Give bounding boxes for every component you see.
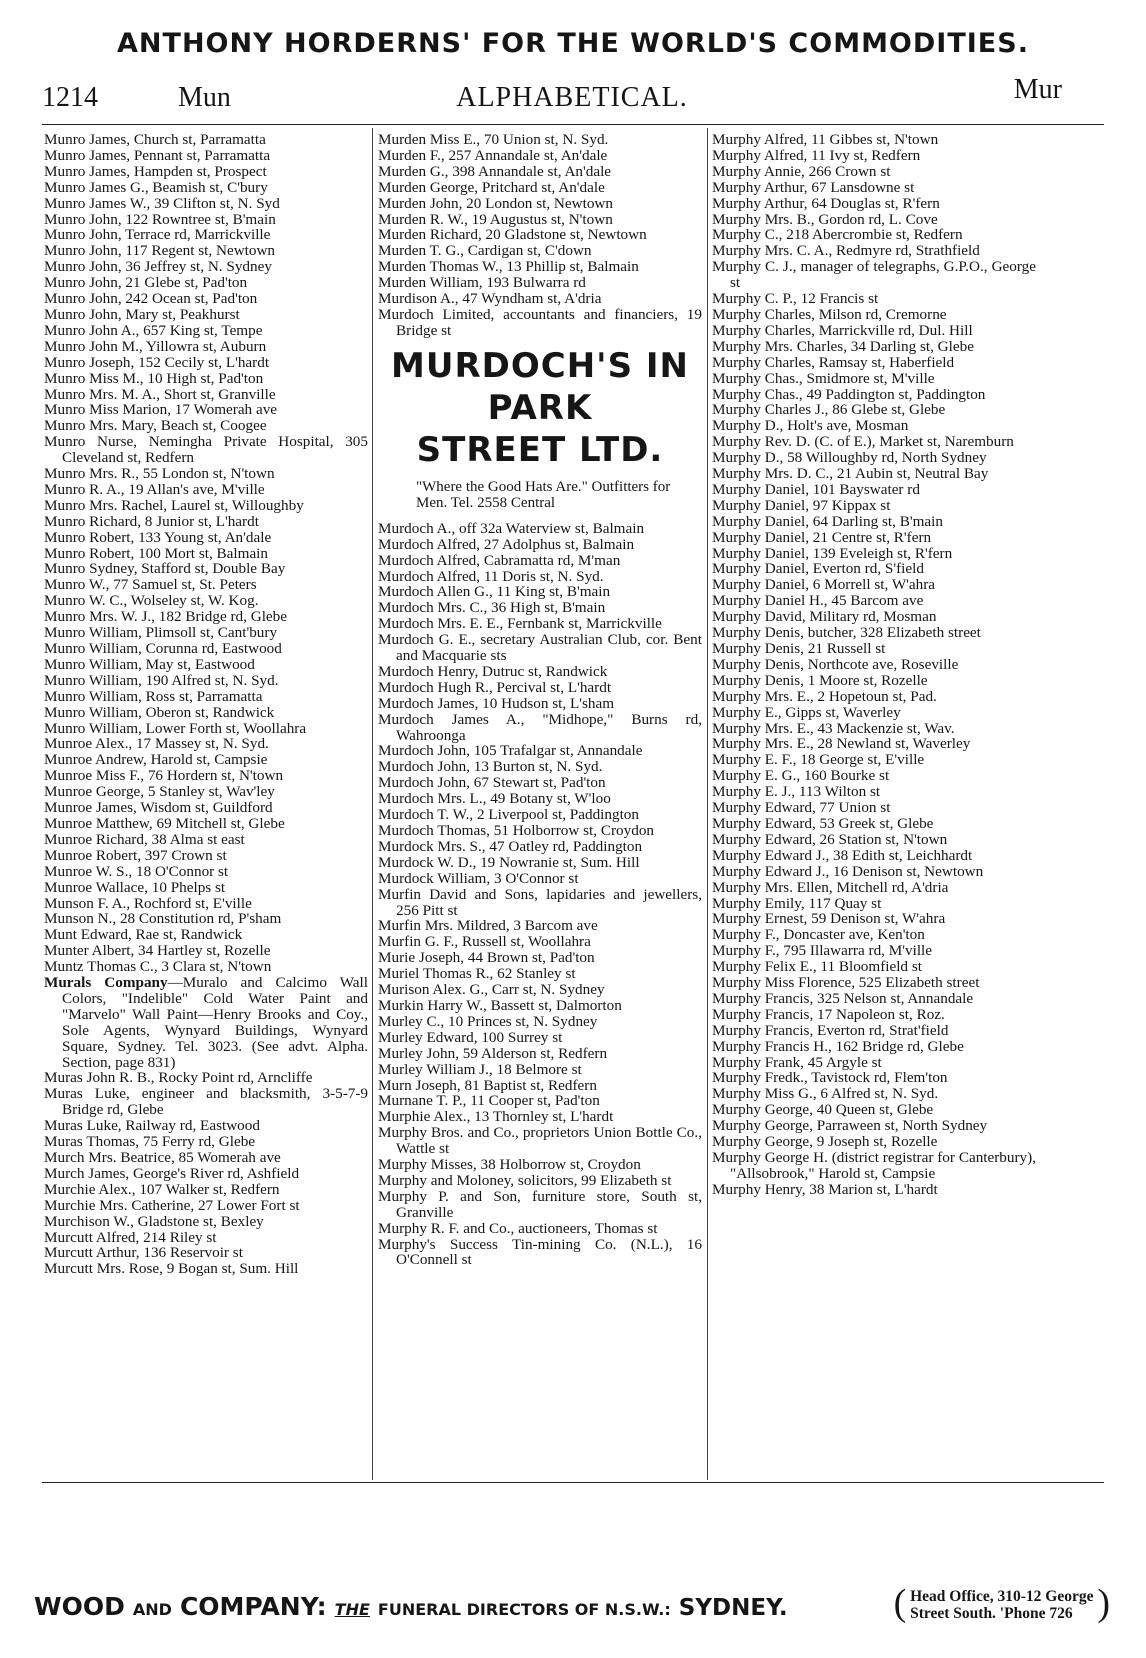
footer-slogan (34, 1592, 788, 1621)
directory-entry: Murdoch G. E., secretary Australian Club, cor. Bent and Macquarie sts (378, 631, 702, 665)
directory-entry: Murphy Mrs. Ellen, Mitchell rd, A'dria (712, 878, 949, 896)
directory-entry: Munro Mrs. R., 55 London st, N'town (44, 465, 275, 483)
directory-entry: Munro William, Lower Forth st, Woollahra (44, 719, 307, 737)
directory-entry: Murden R. W., 19 Augustus st, N'town (378, 210, 613, 228)
directory-entry: Murphy Frank, 45 Argyle st (712, 1053, 882, 1071)
directory-entry: Murdoch John, 67 Stewart st, Pad'ton (378, 774, 606, 792)
directory-entry: Munro John, 117 Regent st, Newtown (44, 242, 276, 260)
header-rule (42, 124, 1104, 125)
directory-entry: Murley John, 59 Alderson st, Redfern (378, 1044, 608, 1062)
directory-entry: Murphy Felix E., 11 Bloomfield st (712, 958, 922, 976)
directory-entry: Murphy Edward, 53 Greek st, Glebe (712, 814, 934, 832)
left-guide-word: Mun (178, 82, 231, 113)
directory-entry: Munro William, Ross st, Parramatta (44, 687, 263, 705)
directory-entry: Murals Company—Muralo and Calcimo Wall Colors, "Indelible" Cold Water Paint and "Marvelo" Wall Paint—Henry Brooks and Coy., Sole Agents, Wynyard Buildings, Wynyard Square, Sydney. Tel. 3023. (See advt. Alpha. Section, page 831) (44, 974, 368, 1071)
directory-entry: Munro William, Corunna rd, Eastwood (44, 640, 282, 657)
directory-entry: Murphy Francis, Everton rd, Strat'field (712, 1021, 949, 1039)
directory-entry: Murphy F., 795 Illawarra rd, M'ville (712, 942, 933, 960)
directory-entry: Murphy and Moloney, solicitors, 99 Elizabeth st (378, 1171, 672, 1189)
directory-entry: Murphy George, 9 Joseph st, Rozelle (712, 1133, 938, 1151)
office-line-2: Street South. 'Phone 726 (910, 1605, 1073, 1622)
directory-entry: Munro John M., Yillowra st, Auburn (44, 337, 267, 355)
directory-entry: Munro Mrs. Mary, Beach st, Coogee (44, 417, 267, 435)
directory-entry: Munson F. A., Rochford st, E'ville (44, 894, 252, 912)
directory-entry: Murdock W. D., 19 Nowranie st, Sum. Hill (378, 853, 640, 871)
directory-entry: Murch James, George's River rd, Ashfield (44, 1164, 300, 1182)
directory-entry: Munt Edward, Rae st, Randwick (44, 926, 243, 944)
directory-entry: Munson N., 28 Constitution rd, P'sham (44, 910, 282, 928)
directory-entry: Murphy George, 40 Queen st, Glebe (712, 1101, 934, 1119)
page-number: 1214 (42, 82, 98, 113)
directory-entry: Murphy's Success Tin-mining Co. (N.L.), 16 O'Connell st (378, 1235, 702, 1269)
directory-entry: Murphy Mrs. B., Gordon rd, L. Cove (712, 210, 938, 228)
murdoch-advertisement (378, 345, 702, 517)
directory-entry: Munro John, 122 Rowntree st, B'main (44, 210, 276, 228)
directory-entry: Murphy George H. (district registrar for Canterbury), "Allsobrook," Harold st, Campsie (712, 1149, 1036, 1182)
directory-entry: Murden T. G., Cardigan st, C'down (378, 242, 592, 260)
directory-entry: Murphy Mrs. E., 43 Mackenzie st, Wav. (712, 719, 955, 737)
directory-entry: Murphy Charles J., 86 Glebe st, Glebe (712, 401, 946, 419)
directory-entry: Murie Joseph, 44 Brown st, Pad'ton (378, 949, 595, 967)
directory-entry: Murphy E. J., 113 Wilton st (712, 783, 881, 801)
directory-column-2 (378, 132, 702, 1480)
directory-entry: Munroe Andrew, Harold st, Campsie (44, 751, 268, 769)
directory-entry: Murphy Fredk., Tavistock rd, Flem'ton (712, 1069, 948, 1087)
directory-entry: Muras Thomas, 75 Ferry rd, Glebe (44, 1133, 256, 1151)
directory-entry: Murphy C. P., 12 Francis st (712, 290, 879, 308)
directory-entry: Muras John R. B., Rocky Point rd, Arncliffe (44, 1069, 313, 1087)
directory-entry: Munro John, Mary st, Peakhurst (44, 305, 240, 323)
directory-entry: Murphy Francis H., 162 Bridge rd, Glebe (712, 1037, 964, 1055)
directory-entry: Murphy Arthur, 67 Lansdowne st (712, 178, 915, 196)
close-bracket-glyph: ) (1097, 1582, 1110, 1624)
directory-entry: Murchie Mrs. Catherine, 27 Lower Fort st (44, 1196, 300, 1214)
directory-entry: Munroe Miss F., 76 Hordern st, N'town (44, 767, 284, 785)
directory-entry: Murphy Emily, 117 Quay st (712, 894, 882, 912)
directory-entry: Munro Sydney, Stafford st, Double Bay (44, 560, 286, 578)
directory-entry: Murphy Henry, 38 Marion st, L'hardt (712, 1180, 938, 1198)
entries-before-ad (378, 132, 702, 339)
directory-entry: Munro Miss M., 10 High st, Pad'ton (44, 369, 264, 387)
directory-entry: Murden G., 398 Annandale st, An'dale (378, 162, 612, 180)
directory-entry: Murphy Alfred, 11 Gibbes st, N'town (712, 132, 939, 148)
directory-entry: Murdock Mrs. S., 47 Oatley rd, Paddington (378, 837, 643, 855)
bold-firm-name: Murals Company (44, 974, 168, 992)
directory-entry: Murphy Bros. and Co., proprietors Union Bottle Co., Wattle st (378, 1124, 702, 1158)
ad-title-line-1: MURDOCH'S IN PARK (391, 345, 689, 428)
directory-entry: Munroe James, Wisdom st, Guildford (44, 799, 273, 817)
directory-entry: Murphy P. and Son, furniture store, South st, Granville (378, 1187, 702, 1221)
directory-entry: Munroe Robert, 397 Crown st (44, 846, 227, 864)
directory-entry: Murphy Daniel, Everton rd, S'field (712, 560, 924, 578)
directory-entry: Munro James W., 39 Clifton st, N. Syd (44, 194, 280, 212)
directory-entry: Murfin Mrs. Mildred, 3 Barcom ave (378, 917, 598, 935)
directory-entry: Munro W. C., Wolseley st, W. Kog. (44, 592, 259, 610)
entries-after-ad (378, 521, 702, 1269)
directory-entry: Murdoch Hugh R., Percival st, L'hardt (378, 678, 612, 696)
directory-entry: Murchison W., Gladstone st, Bexley (44, 1212, 264, 1230)
directory-entry: Murden John, 20 London st, Newtown (378, 194, 613, 212)
directory-entry: Murphy E. F., 18 George st, E'ville (712, 751, 925, 769)
directory-entry: Munro James, Pennant st, Parramatta (44, 146, 271, 164)
directory-entry: Murley C., 10 Princes st, N. Sydney (378, 1012, 598, 1030)
directory-entry: Munro James, Church st, Parramatta (44, 132, 266, 148)
directory-entry: Murphy Francis, 325 Nelson st, Annandale (712, 989, 974, 1007)
directory-entry: Murphy Miss Florence, 525 Elizabeth street (712, 974, 980, 992)
directory-entry: Munro William, Oberon st, Randwick (44, 703, 275, 721)
directory-entry: Murdoch Henry, Dutruc st, Randwick (378, 662, 608, 680)
directory-entry: Murphy Edward, 26 Station st, N'town (712, 830, 948, 848)
directory-entry: Murdoch John, 105 Trafalgar st, Annandale (378, 742, 643, 760)
directory-entry: Munro John, 36 Jeffrey st, N. Sydney (44, 258, 272, 276)
directory-entry: Murley William J., 18 Belmore st (378, 1060, 582, 1078)
directory-entry: Murphy Daniel H., 45 Barcom ave (712, 592, 924, 610)
directory-column-3 (712, 132, 1036, 1480)
directory-entry: Murphy Daniel, 97 Kippax st (712, 496, 891, 514)
directory-entry: Muras Luke, engineer and blacksmith, 3-5-7-9 Bridge rd, Glebe (44, 1085, 368, 1119)
directory-entry: Murphy R. F. and Co., auctioneers, Thomas st (378, 1219, 658, 1237)
directory-entry: Murkin Harry W., Bassett st, Dalmorton (378, 996, 622, 1014)
directory-entry: Munter Albert, 34 Hartley st, Rozelle (44, 942, 271, 960)
directory-entry: Murphy Chas., 49 Paddington st, Paddington (712, 385, 986, 403)
footer-and: AND (132, 1600, 172, 1619)
directory-entry: Murphy Miss G., 6 Alfred st, N. Syd. (712, 1085, 939, 1103)
directory-entry: Murphy Rev. D. (C. of E.), Market st, Naremburn (712, 433, 1014, 451)
directory-entry: Murdoch T. W., 2 Liverpool st, Paddington (378, 806, 639, 824)
directory-entry: Murnane T. P., 11 Cooper st, Pad'ton (378, 1092, 600, 1110)
directory-entry: Murphy Daniel, 6 Morrell st, W'ahra (712, 576, 936, 594)
directory-entry: Murdoch Allen G., 11 King st, B'main (378, 583, 611, 601)
directory-entry: Munroe Richard, 38 Alma st east (44, 830, 245, 848)
footer-rule (42, 1482, 1104, 1483)
directory-entry: Murphy Edward, 77 Union st (712, 799, 891, 817)
directory-entry: Murcutt Arthur, 136 Reservoir st (44, 1244, 243, 1262)
directory-entry: Murdison A., 47 Wyndham st, A'dria (378, 290, 602, 308)
directory-entry: Murphy Arthur, 64 Douglas st, R'fern (712, 194, 940, 212)
directory-entry: Munroe Matthew, 69 Mitchell st, Glebe (44, 814, 285, 832)
directory-entry: Munro Nurse, Nemingha Private Hospital, 305 Cleveland st, Redfern (44, 433, 368, 467)
ad-title-line-2: STREET LTD. (416, 429, 664, 470)
directory-entry: Munro R. A., 19 Allan's ave, M'ville (44, 480, 265, 498)
directory-entry: Munro James, Hampden st, Prospect (44, 162, 267, 180)
directory-entry: Murphy D., Holt's ave, Mosman (712, 417, 909, 435)
footer-company: COMPANY: (179, 1592, 327, 1621)
directory-entry: Murfin David and Sons, lapidaries and jewellers, 256 Pitt st (378, 885, 702, 919)
directory-entry: Murch Mrs. Beatrice, 85 Womerah ave (44, 1149, 281, 1166)
directory-entry: Murcutt Mrs. Rose, 9 Bogan st, Sum. Hill (44, 1260, 299, 1278)
directory-entry: Murphy Francis, 17 Napoleon st, Roz. (712, 1005, 945, 1023)
directory-entry: Munro W., 77 Samuel st, St. Peters (44, 576, 257, 594)
directory-entry: Murphy Charles, Milson rd, Cremorne (712, 305, 947, 323)
directory-entry: Murphy Mrs. E., 28 Newland st, Waverley (712, 735, 971, 753)
directory-entry: Murdoch Limited, accountants and financiers, 19 Bridge st (378, 305, 702, 339)
directory-entry: Munro William, May st, Eastwood (44, 655, 255, 673)
directory-entry: Muriel Thomas R., 62 Stanley st (378, 965, 576, 983)
directory-entry: Munro John, 21 Glebe st, Pad'ton (44, 274, 248, 292)
directory-entry: Murphy E., Gipps st, Waverley (712, 703, 901, 721)
section-title: ALPHABETICAL. (456, 82, 688, 113)
footer-wood: WOOD (34, 1592, 125, 1621)
directory-entry: Murphy Annie, 266 Crown st (712, 162, 891, 180)
directory-entry: Murphie Alex., 13 Thornley st, L'hardt (378, 1108, 614, 1126)
directory-entry: Murdock William, 3 O'Connor st (378, 869, 579, 887)
directory-entry: Murphy Mrs. E., 2 Hopetoun st, Pad. (712, 687, 937, 705)
directory-entry: Murison Alex. G., Carr st, N. Sydney (378, 981, 605, 999)
directory-entry: Murdoch Alfred, Cabramatta rd, M'man (378, 551, 621, 569)
directory-entry: Munro John, 242 Ocean st, Pad'ton (44, 290, 258, 308)
directory-entry: Munro William, Plimsoll st, Cant'bury (44, 624, 278, 642)
directory-entry: Munro John A., 657 King st, Tempe (44, 321, 263, 339)
directory-entry: Munro Robert, 100 Mort st, Balmain (44, 544, 269, 562)
directory-entry: Murphy George, Parraween st, North Sydney (712, 1117, 988, 1135)
directory-entry: Munro Robert, 133 Young st, An'dale (44, 528, 272, 546)
directory-entry: Murdoch Alfred, 27 Adolphus st, Balmain (378, 535, 635, 553)
directory-entry: Murdoch A., off 32a Waterview st, Balmain (378, 519, 645, 537)
directory-entry: Munro William, 190 Alfred st, N. Syd. (44, 671, 279, 689)
directory-entry: Munro James G., Beamish st, C'bury (44, 178, 268, 196)
directory-entry: Murphy Mrs. C. A., Redmyre rd, Strathfield (712, 242, 980, 260)
footer-advertisement (34, 1582, 1114, 1632)
directory-entry: Munro Mrs. W. J., 182 Bridge rd, Glebe (44, 608, 287, 626)
directory-entry: Murley Edward, 100 Surrey st (378, 1028, 563, 1046)
column-divider (707, 128, 708, 1480)
right-guide-word: Mur (1013, 74, 1062, 105)
footer-the: THE (334, 1600, 370, 1619)
directory-entry: Murphy C. J., manager of telegraphs, G.P.O., George st (712, 258, 1036, 292)
directory-entry: Murphy Denis, butcher, 328 Elizabeth street (712, 624, 981, 642)
directory-entry: Murphy Denis, 21 Russell st (712, 640, 886, 657)
directory-entry: Murphy C., 218 Abercrombie st, Redfern (712, 226, 963, 244)
footer-funeral-directors: FUNERAL DIRECTORS OF N.S.W.: (377, 1600, 671, 1619)
directory-column-1 (44, 132, 368, 1480)
directory-entry: Munro Mrs. Rachel, Laurel st, Willoughby (44, 496, 304, 514)
directory-entry: Murphy Chas., Smidmore st, M'ville (712, 369, 935, 387)
directory-entry: Murphy E. G., 160 Bourke st (712, 767, 890, 785)
directory-entry: Munro Joseph, 152 Cecily st, L'hardt (44, 353, 270, 371)
directory-entry: Murphy Charles, Ramsay st, Haberfield (712, 353, 955, 371)
directory-entry: Munroe Wallace, 10 Phelps st (44, 878, 226, 896)
directory-entry: Munro Mrs. M. A., Short st, Granville (44, 385, 276, 403)
directory-entry: Munroe W. S., 18 O'Connor st (44, 862, 229, 880)
directory-entry: Murden Miss E., 70 Union st, N. Syd. (378, 132, 609, 148)
directory-entry: Murphy Mrs. Charles, 34 Darling st, Glebe (712, 337, 974, 355)
ad-text: "Where the Good Hats Are." Outfitters for Men. Tel. 2558 Central (416, 478, 671, 511)
directory-entry: Murphy Daniel, 101 Bayswater rd (712, 480, 920, 498)
directory-entry: Murphy D., 58 Willoughby rd, North Sydney (712, 449, 987, 467)
directory-entry: Murphy Denis, Northcote ave, Roseville (712, 655, 959, 673)
directory-entry: Murdoch Mrs. L., 49 Botany st, W'loo (378, 790, 611, 808)
directory-entry: Murphy F., Doncaster ave, Ken'ton (712, 926, 925, 944)
directory-entry: Murdoch James, 10 Hudson st, L'sham (378, 694, 615, 712)
directory-entry: Murdoch James A., "Midhope," Burns rd, Wahroonga (378, 710, 702, 744)
directory-entry: Murden George, Pritchard st, An'dale (378, 178, 605, 196)
directory-entry: Murphy Daniel, 21 Centre st, R'fern (712, 528, 932, 546)
directory-entry: Munroe George, 5 Stanley st, Wav'ley (44, 783, 275, 801)
directory-entry: Murdoch Alfred, 11 Doris st, N. Syd. (378, 567, 604, 585)
directory-entry: Munro Richard, 8 Junior st, L'hardt (44, 512, 259, 530)
directory-entry: Murphy Edward J., 38 Edith st, Leichhardt (712, 846, 973, 864)
directory-entry: Murphy Misses, 38 Holborrow st, Croydon (378, 1156, 641, 1174)
directory-entry: Murphy Edward J., 16 Denison st, Newtown (712, 862, 984, 880)
directory-entry: Murphy Mrs. D. C., 21 Aubin st, Neutral Bay (712, 465, 989, 483)
directory-entry: Murphy Alfred, 11 Ivy st, Redfern (712, 146, 921, 164)
directory-entry: Murn Joseph, 81 Baptist st, Redfern (378, 1076, 597, 1094)
page-header (42, 74, 1102, 120)
footer-office-address (893, 1582, 1110, 1624)
directory-entry: Murphy David, Military rd, Mosman (712, 608, 937, 626)
directory-entry: Murphy Daniel, 64 Darling st, B'main (712, 512, 943, 530)
footer-city: SYDNEY. (678, 1595, 788, 1621)
directory-entry: Murphy Denis, 1 Moore st, Rozelle (712, 671, 928, 689)
directory-entry: Murcutt Alfred, 214 Riley st (44, 1228, 217, 1246)
directory-entry: Murdoch Mrs. C., 36 High st, B'main (378, 599, 606, 617)
directory-entry: Murchie Alex., 107 Walker st, Redfern (44, 1180, 280, 1198)
directory-entry: Murdoch Thomas, 51 Holborrow st, Croydon (378, 822, 655, 839)
open-bracket-glyph: ( (893, 1582, 907, 1624)
directory-entry: Murphy Charles, Marrickville rd, Dul. Hill (712, 321, 973, 339)
directory-entry: Munro Miss Marion, 17 Womerah ave (44, 401, 278, 419)
directory-entry: Murden Thomas W., 13 Phillip st, Balmain (378, 258, 639, 276)
directory-entry: Murfin G. F., Russell st, Woollahra (378, 933, 591, 951)
directory-entry: Murphy Daniel, 139 Eveleigh st, R'fern (712, 544, 953, 562)
directory-entry: Munro John, Terrace rd, Marrickville (44, 226, 271, 244)
column-divider (372, 128, 373, 1480)
office-line-1: Head Office, 310-12 George (910, 1588, 1094, 1605)
running-banner: ANTHONY HORDERNS' FOR THE WORLD'S COMMODITIES. (117, 28, 1029, 59)
directory-entry: Murdoch Mrs. E. E., Fernbank st, Marrickville (378, 615, 662, 633)
directory-entry: Murden Richard, 20 Gladstone st, Newtown (378, 226, 647, 244)
directory-entry: Murphy Ernest, 59 Denison st, W'ahra (712, 910, 946, 928)
directory-entry: Munroe Alex., 17 Massey st, N. Syd. (44, 735, 269, 753)
directory-entry: Muras Luke, Railway rd, Eastwood (44, 1117, 260, 1135)
directory-entry: Murden F., 257 Annandale st, An'dale (378, 146, 608, 164)
directory-entry: Murdoch John, 13 Burton st, N. Syd. (378, 758, 603, 776)
directory-entry: Murden William, 193 Bulwarra rd (378, 274, 586, 292)
directory-entry: Muntz Thomas C., 3 Clara st, N'town (44, 958, 272, 976)
